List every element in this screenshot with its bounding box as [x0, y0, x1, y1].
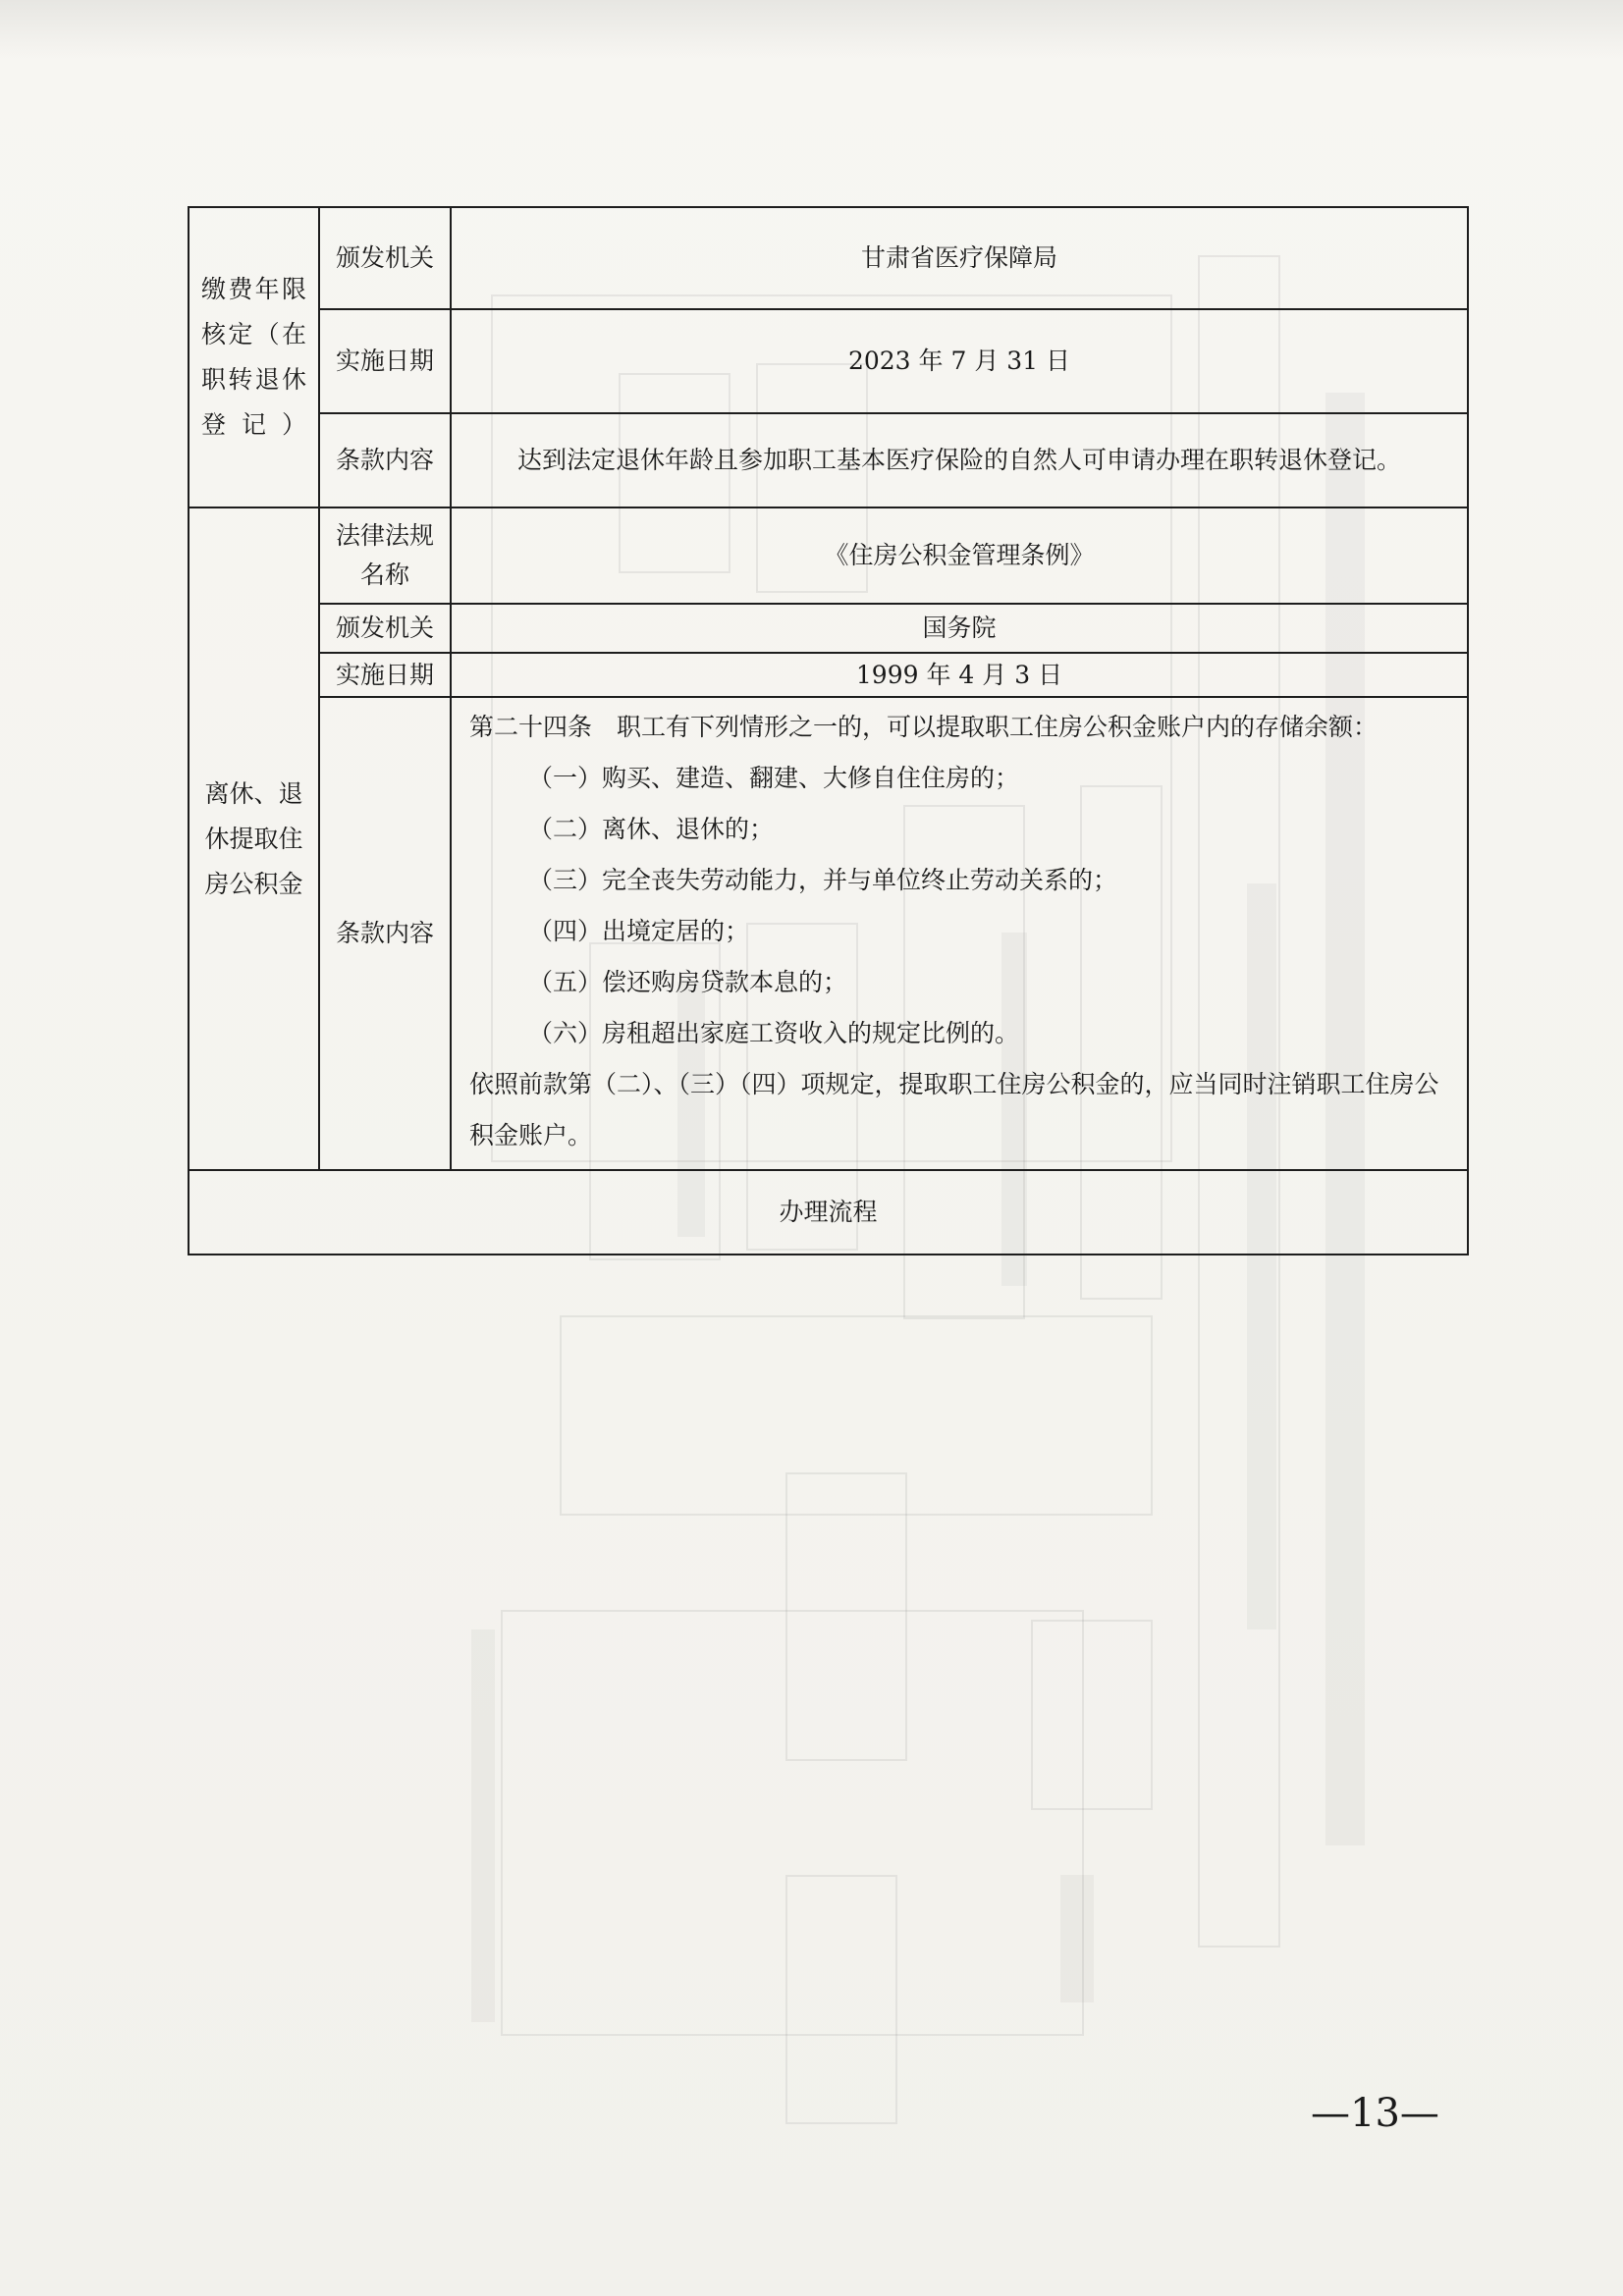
table-row	[189, 653, 1468, 697]
authority-value: 甘肃省医疗保障局	[451, 207, 1468, 309]
table-row	[189, 697, 1468, 1170]
clause-item: （五）偿还购房贷款本息的；	[528, 968, 848, 996]
item-name-cell: 离休、退休提取住房公积金	[189, 507, 319, 1170]
page-number: —13—	[1311, 2091, 1439, 2136]
scan-top-shadow	[0, 0, 1623, 59]
law-name-label: 法律法规名称	[319, 507, 451, 604]
law-name-value: 《住房公积金管理条例》	[451, 507, 1468, 604]
date-label: 实施日期	[319, 309, 451, 413]
date-label: 实施日期	[319, 653, 451, 697]
ghost-box	[785, 1875, 897, 2124]
table-row	[189, 1170, 1468, 1255]
authority-label: 颁发机关	[319, 207, 451, 309]
ghost-text-band	[471, 1629, 495, 2022]
clause-tail: 依照前款第（二）、（三）（四）项规定，提取职工住房公积金的，应当同时注销职工住房公积金账户。	[469, 1070, 1439, 1149]
ghost-text-band	[1060, 1875, 1094, 2002]
date-value: 2023 年 7 月 31 日	[451, 309, 1468, 413]
clause-item: （二）离休、退休的；	[528, 815, 775, 843]
clause-intro: 第二十四条 职工有下列情形之一的，可以提取职工住房公积金账户内的存储余额：	[469, 713, 1379, 741]
clause-label: 条款内容	[319, 697, 451, 1170]
clause-item: （三）完全丧失劳动能力，并与单位终止劳动关系的；	[528, 866, 1118, 894]
table-row	[189, 507, 1468, 604]
date-value: 1999 年 4 月 3 日	[451, 653, 1468, 697]
ghost-box	[1031, 1620, 1153, 1810]
table-row	[189, 413, 1468, 507]
item-name-cell: 缴费年限核定（在职转退休登记）	[189, 207, 319, 507]
clause-content	[451, 697, 1468, 1170]
clause-item: （一）购买、建造、翻建、大修自住住房的；	[528, 764, 1020, 792]
process-heading: 办理流程	[189, 1170, 1468, 1255]
clause-item: （四）出境定居的；	[528, 917, 750, 945]
clause-label: 条款内容	[319, 413, 451, 507]
table-row	[189, 604, 1468, 653]
authority-label: 颁发机关	[319, 604, 451, 653]
authority-value: 国务院	[451, 604, 1468, 653]
table-row	[189, 207, 1468, 309]
legal-basis-table	[188, 206, 1469, 1255]
clause-item: （六）房租超出家庭工资收入的规定比例的。	[528, 1019, 1020, 1047]
clause-value: 达到法定退休年龄且参加职工基本医疗保险的自然人可申请办理在职转退休登记。	[451, 413, 1468, 507]
table-row	[189, 309, 1468, 413]
ghost-box	[785, 1472, 907, 1761]
